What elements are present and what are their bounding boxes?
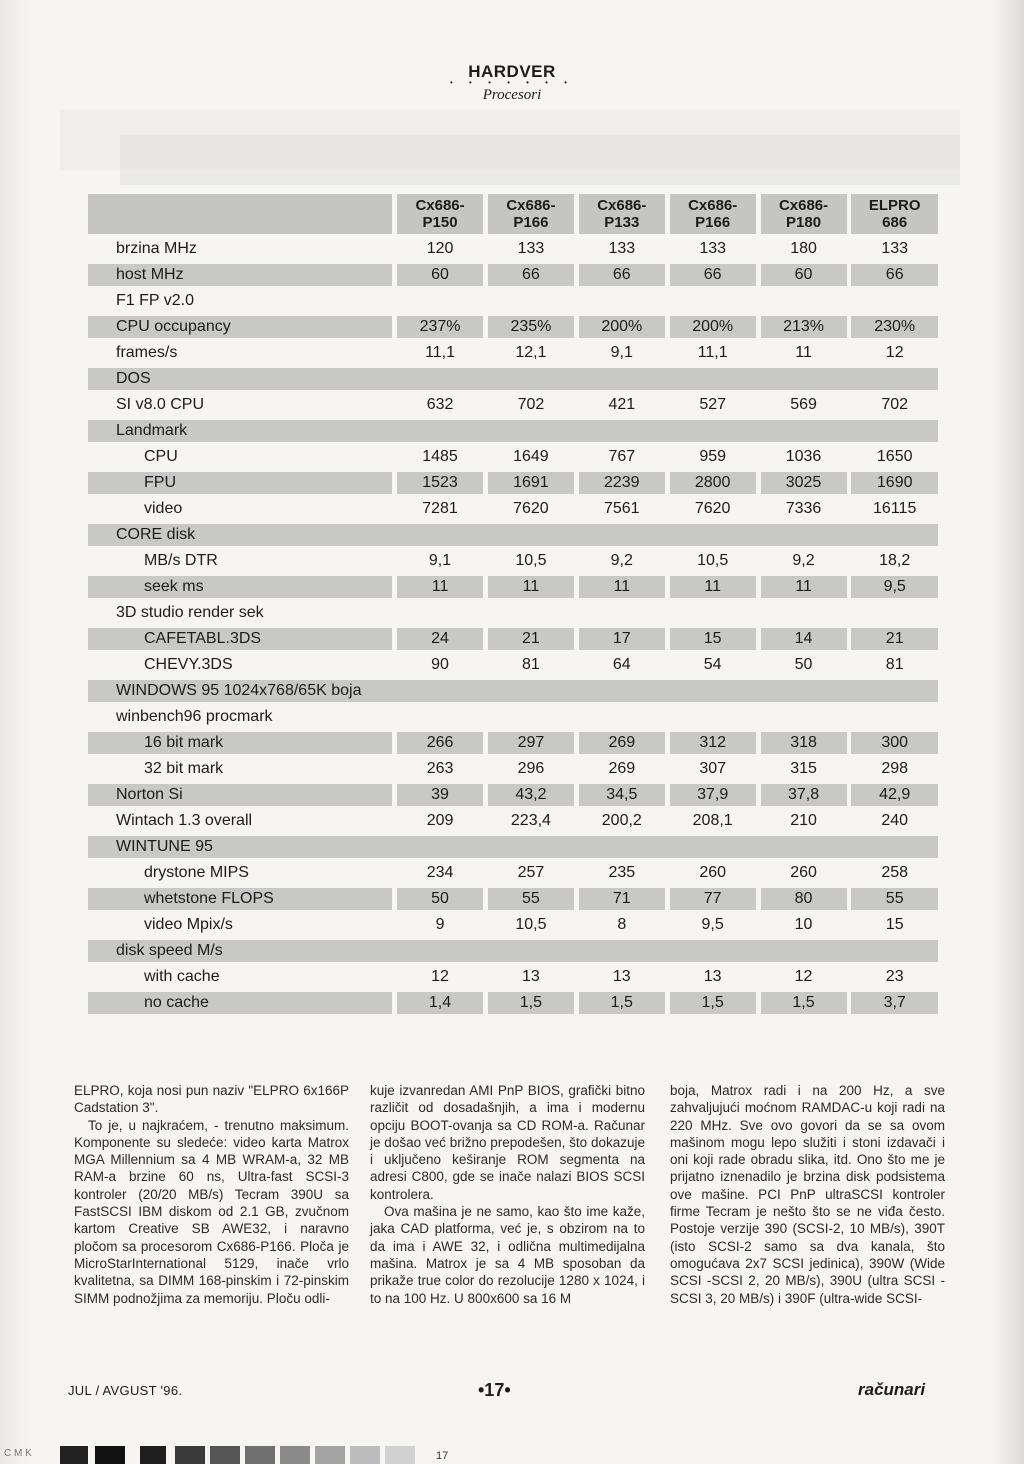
- row-label: no cache: [88, 992, 392, 1014]
- cell-value: 312: [670, 732, 756, 754]
- cell-value: 230%: [851, 316, 938, 338]
- cell-value: 37,9: [670, 784, 756, 806]
- cell-value: 1649: [513, 448, 549, 465]
- cell-value: 421: [608, 396, 636, 413]
- cell-value: 18,2: [879, 552, 911, 569]
- cell-value: [579, 290, 665, 312]
- row-label: with cache: [144, 968, 220, 985]
- cell-value: 133: [608, 240, 636, 257]
- table-row: [88, 706, 938, 728]
- row-label: frames/s: [116, 344, 178, 361]
- cell-value: 296: [517, 760, 545, 777]
- cell-value: 11: [795, 344, 812, 361]
- cell-value: 11: [488, 576, 574, 598]
- cell-value: 66: [579, 264, 665, 286]
- row-label: video: [144, 500, 183, 517]
- column-header: Cx686- P133: [579, 194, 665, 234]
- cell-value: 318: [761, 732, 847, 754]
- row-label: DOS: [88, 368, 392, 390]
- cell-value: [851, 602, 938, 624]
- section-band: [392, 368, 938, 390]
- cell-value: [761, 290, 847, 312]
- article-paragraph: boja, Matrox radi i na 200 Hz, a sve zahvaljujući moćnom RAMDAC-u koji radi na 220 MHz. Sve ovo govori da se sa ovom mašinom mogu lepo služiti i stoni izdavači i oni koji rade obradu slika, itd. Ono što me je prijatno iznenadilo je brzina disk podsistema ove mašine. PCI PnP ultraSCSI kontroler firme Tecram je nešto što se ne viđa često. Postoje verzije 390 (SCSI-2, 10 MB/s), 390T (isto SCSI-2 samo sa dva kanala, što omogućava 2x7 SCSI jedinica), 390W (Wide SCSI -SCSI 2, 20 MB/s), 390U (ultra SCSI - SCSI 3, 20 MB/s) i 390F (ultra-wide SCSI-: [670, 1083, 945, 1306]
- cell-value: 90: [431, 656, 449, 673]
- table-row: [88, 576, 938, 598]
- row-label: CHEVY.3DS: [144, 656, 233, 673]
- cell-value: 260: [699, 864, 727, 881]
- cell-value: 10,5: [515, 552, 547, 569]
- cell-value: 7281: [422, 500, 458, 517]
- cell-value: 240: [881, 812, 909, 829]
- row-label: 3D studio render sek: [116, 604, 264, 621]
- table-row: [88, 290, 938, 312]
- cell-value: 66: [851, 264, 938, 286]
- table-row: [88, 420, 938, 442]
- cell-value: 37,8: [761, 784, 847, 806]
- cell-value: 235: [608, 864, 636, 881]
- section-band: [392, 836, 938, 858]
- cell-value: [579, 602, 665, 624]
- calibration-patch: [245, 1446, 275, 1464]
- cell-value: 632: [426, 396, 454, 413]
- section-band: [392, 420, 938, 442]
- cell-value: 9: [435, 916, 445, 933]
- cell-value: 13: [703, 968, 722, 985]
- cell-value: 235%: [488, 316, 574, 338]
- cell-value: 66: [488, 264, 574, 286]
- cell-value: 55: [851, 888, 938, 910]
- cell-value: 133: [699, 240, 727, 257]
- cell-value: [397, 290, 483, 312]
- cell-value: 39: [397, 784, 483, 806]
- cell-value: 7620: [694, 500, 731, 517]
- cell-value: 23: [885, 968, 904, 985]
- cell-value: 9,1: [610, 344, 633, 361]
- row-label: CPU: [144, 448, 178, 465]
- calibration-patch: [280, 1446, 310, 1464]
- row-label: 32 bit mark: [144, 760, 224, 777]
- row-label: FPU: [88, 472, 392, 494]
- page-header: [0, 62, 1024, 104]
- subsection-title: Procesori: [482, 87, 542, 103]
- cell-value: 1,5: [670, 992, 756, 1014]
- calibration-patch: [385, 1446, 415, 1464]
- cell-value: 200,2: [601, 812, 642, 829]
- cell-value: 702: [881, 396, 909, 413]
- cell-value: 266: [397, 732, 483, 754]
- table-row: [88, 524, 938, 546]
- cell-value: 77: [670, 888, 756, 910]
- table-corner: [88, 194, 392, 234]
- row-label: brzina MHz: [116, 240, 197, 257]
- table-row: [88, 758, 938, 780]
- cell-value: [488, 602, 574, 624]
- cell-value: 9,2: [792, 552, 815, 569]
- cell-value: 210: [790, 812, 817, 829]
- cell-value: 9,5: [851, 576, 938, 598]
- calibration-patch: [95, 1446, 125, 1464]
- article-paragraph: ELPRO, koja nosi pun naziv "ELPRO 6x166P Cadstation 3".: [74, 1083, 349, 1116]
- cell-value: 50: [794, 656, 813, 673]
- cell-value: 16115: [873, 500, 917, 517]
- cell-value: 10: [794, 916, 813, 933]
- table-row: [88, 394, 938, 416]
- cell-value: 1,5: [579, 992, 665, 1014]
- calibration-patch: [60, 1446, 88, 1464]
- cell-value: 300: [851, 732, 938, 754]
- cell-value: 71: [579, 888, 665, 910]
- row-label: drystone MIPS: [144, 864, 249, 881]
- calibration-patch: [350, 1446, 380, 1464]
- cell-value: 54: [703, 656, 722, 673]
- article-paragraph: To je, u najkraćem, - trenutno maksimum. Komponente su sledeće: video karta Matrox MGA Millennium sa 4 MB WRAM-a, 32 MB RAM-a brzine 60 ns, Ultra-fast SCSI-3 kontroler (20/20 MB/s) Tecram 390U sa FastSCSI IBM diskom od 2.1 GB, zvučnom kartom Creative SB AWE32, i naravno pločom sa procesorom Cx686-P166. Ploča je MicroStarInternational 5129, inače vrlo kvalitetna, sa DIMM 168-pinskim i 72-pinskim SIMM podnožjima za memoriju. Ploču odli-: [74, 1117, 349, 1306]
- section-band: [392, 680, 938, 702]
- cell-value: 8: [617, 916, 627, 933]
- table-row: [88, 472, 938, 494]
- cell-value: 1691: [488, 472, 574, 494]
- cell-value: 297: [488, 732, 574, 754]
- cell-value: 257: [517, 864, 545, 881]
- cell-value: 17: [579, 628, 665, 650]
- cell-value: 237%: [397, 316, 483, 338]
- cell-value: 1690: [851, 472, 938, 494]
- table-row: [88, 966, 938, 988]
- header-dots: • • • • • • •: [450, 78, 574, 87]
- cell-value: 81: [885, 656, 904, 673]
- table-row: [88, 784, 938, 806]
- table-row: [88, 368, 938, 390]
- cell-value: [579, 706, 665, 728]
- cell-value: [397, 706, 483, 728]
- cell-value: 10,5: [697, 552, 729, 569]
- table-header-row: [88, 194, 938, 234]
- table-row: [88, 940, 938, 962]
- cell-value: [397, 602, 483, 624]
- magazine-name: računari: [858, 1380, 926, 1399]
- cell-value: 1036: [785, 448, 822, 465]
- table-row: [88, 732, 938, 754]
- cell-value: 21: [851, 628, 938, 650]
- row-label: Wintach 1.3 overall: [116, 812, 253, 829]
- cell-value: 298: [881, 760, 909, 777]
- table-row: [88, 342, 938, 364]
- cell-value: 66: [670, 264, 756, 286]
- cell-value: 21: [488, 628, 574, 650]
- cell-value: [761, 706, 847, 728]
- cell-value: 60: [397, 264, 483, 286]
- article-paragraph: Ova mašina je ne samo, kao što ime kaže, jaka CAD platforma, već je, s obzirom na to da ima i AWE 32, i odlična multimedijalna mašina. Matrox je sa 4 MB sposoban da prikaže true color do rezolucije 1280 x 1024, i to na 100 Hz. U 800x600 sa 16 M: [370, 1204, 645, 1306]
- row-label: 16 bit mark: [88, 732, 392, 754]
- cell-value: 12: [431, 968, 449, 985]
- cell-value: 7620: [513, 500, 549, 517]
- article-column-3: [670, 1082, 945, 1307]
- row-label: CAFETABL.3DS: [88, 628, 392, 650]
- cell-value: 1650: [876, 448, 913, 465]
- issue-date: JUL / AVGUST '96.: [68, 1383, 183, 1398]
- cell-value: [670, 602, 756, 624]
- row-label: Landmark: [88, 420, 392, 442]
- cell-value: [851, 290, 938, 312]
- cell-value: 80: [761, 888, 847, 910]
- column-header: Cx686- P166: [488, 194, 574, 234]
- cell-value: 200%: [670, 316, 756, 338]
- cell-value: 11: [761, 576, 847, 598]
- table-row: [88, 810, 938, 832]
- cell-value: 42,9: [851, 784, 938, 806]
- cell-value: 2239: [579, 472, 665, 494]
- cell-value: 9,2: [610, 552, 633, 569]
- table-row: [88, 446, 938, 468]
- cell-value: 209: [426, 812, 454, 829]
- cell-value: 1523: [397, 472, 483, 494]
- row-label: Norton Si: [88, 784, 392, 806]
- table-row: [88, 862, 938, 884]
- cell-value: 14: [761, 628, 847, 650]
- calibration-patch: [315, 1446, 345, 1464]
- cell-value: 13: [522, 968, 540, 985]
- column-header: Cx686- P150: [397, 194, 483, 234]
- cell-value: 55: [488, 888, 574, 910]
- cell-value: 1,5: [488, 992, 574, 1014]
- column-header: Cx686- P180: [761, 194, 847, 234]
- cell-value: [761, 602, 847, 624]
- cell-value: 959: [699, 448, 727, 465]
- cell-value: 12: [794, 968, 813, 985]
- calibration-patch: [140, 1446, 166, 1464]
- cell-value: 258: [881, 864, 909, 881]
- cell-value: 12,1: [515, 344, 547, 361]
- cell-value: 307: [699, 760, 727, 777]
- cell-value: 208,1: [692, 812, 733, 829]
- benchmark-table: [88, 190, 938, 1018]
- row-label: video Mpix/s: [144, 916, 233, 933]
- cell-value: 3,7: [851, 992, 938, 1014]
- row-label: CORE disk: [88, 524, 392, 546]
- page-number: •17•: [478, 1380, 511, 1400]
- cell-value: 12: [885, 344, 904, 361]
- row-label: WINDOWS 95 1024x768/65K boja: [88, 680, 392, 702]
- table-row: [88, 264, 938, 286]
- cell-value: 269: [608, 760, 636, 777]
- table-row: [88, 914, 938, 936]
- table-row: [88, 680, 938, 702]
- cell-value: 11,1: [425, 344, 456, 361]
- show-through-band: [120, 135, 960, 185]
- cell-value: 133: [517, 240, 545, 257]
- calibration-patch: [175, 1446, 205, 1464]
- cell-value: 269: [579, 732, 665, 754]
- cell-value: [851, 706, 938, 728]
- cell-value: [670, 706, 756, 728]
- section-band: [392, 524, 938, 546]
- cell-value: 767: [608, 448, 636, 465]
- table-row: [88, 550, 938, 572]
- cell-value: 3025: [761, 472, 847, 494]
- table-row: [88, 602, 938, 624]
- cell-value: 11: [670, 576, 756, 598]
- cell-value: 7336: [785, 500, 822, 517]
- section-band: [392, 940, 938, 962]
- cell-value: 527: [699, 396, 727, 413]
- cell-value: 43,2: [488, 784, 574, 806]
- cell-value: 1,5: [761, 992, 847, 1014]
- cell-value: [670, 290, 756, 312]
- cell-value: 263: [426, 760, 454, 777]
- table-row: [88, 628, 938, 650]
- cell-value: 260: [790, 864, 817, 881]
- table-row: [88, 238, 938, 260]
- table-body: [88, 238, 938, 1014]
- cell-value: 180: [790, 240, 817, 257]
- cell-value: 200%: [579, 316, 665, 338]
- table-row: [88, 888, 938, 910]
- row-label: CPU occupancy: [88, 316, 392, 338]
- table-row: [88, 992, 938, 1014]
- cell-value: 2800: [670, 472, 756, 494]
- section-title: HARDVER: [468, 62, 556, 81]
- cell-value: 1,4: [397, 992, 483, 1014]
- cell-value: 569: [790, 396, 817, 413]
- cell-value: 13: [612, 968, 631, 985]
- cell-value: [488, 290, 574, 312]
- cell-value: 223,4: [510, 812, 551, 829]
- cell-value: 11: [397, 576, 483, 598]
- column-header: Cx686- P166: [670, 194, 756, 234]
- cell-value: 81: [522, 656, 540, 673]
- cell-value: 64: [612, 656, 631, 673]
- cell-value: 7561: [603, 500, 640, 517]
- cell-value: 9,5: [701, 916, 724, 933]
- cell-value: 1485: [422, 448, 458, 465]
- cell-value: 15: [885, 916, 904, 933]
- cell-value: 315: [790, 760, 817, 777]
- row-label: SI v8.0 CPU: [116, 396, 205, 413]
- cell-value: 120: [426, 240, 454, 257]
- row-label: winbench96 procmark: [116, 708, 273, 725]
- cell-value: 60: [761, 264, 847, 286]
- row-label: host MHz: [88, 264, 392, 286]
- cell-value: 24: [397, 628, 483, 650]
- cell-value: 234: [426, 864, 454, 881]
- article-column-1: [74, 1082, 349, 1307]
- row-label: WINTUNE 95: [88, 836, 392, 858]
- row-label: seek ms: [88, 576, 392, 598]
- row-label: disk speed M/s: [88, 940, 392, 962]
- cell-value: 11,1: [697, 344, 728, 361]
- cell-value: 11: [579, 576, 665, 598]
- calibration-patch: [210, 1446, 240, 1464]
- column-header: ELPRO 686: [851, 194, 938, 234]
- cell-value: 133: [881, 240, 909, 257]
- cell-value: 213%: [761, 316, 847, 338]
- article-column-2: [370, 1082, 645, 1307]
- table-row: [88, 316, 938, 338]
- row-label: MB/s DTR: [144, 552, 218, 569]
- cell-value: 50: [397, 888, 483, 910]
- print-mark-number: 17: [436, 1450, 449, 1462]
- row-label: whetstone FLOPS: [88, 888, 392, 910]
- table-row: [88, 498, 938, 520]
- cell-value: 9,1: [428, 552, 452, 569]
- cell-value: 10,5: [515, 916, 547, 933]
- table-row: [88, 654, 938, 676]
- article-paragraph: kuje izvanredan AMI PnP BIOS, grafički bitno različit od dosadašnjih, a ima i modernu opciju BOOT-ovanja sa CD ROM-a. Računar je došao već brižno prepodešen, što dokazuje i uključeno keširanje ROM segmenta na adresi C800, gde se inače nalazi BIOS SCSI kontrolera.: [370, 1083, 645, 1202]
- cell-value: [488, 706, 574, 728]
- row-label: F1 FP v2.0: [116, 292, 194, 309]
- cell-value: 34,5: [579, 784, 665, 806]
- table-row: [88, 836, 938, 858]
- cell-value: 702: [517, 396, 545, 413]
- cell-value: 15: [670, 628, 756, 650]
- print-mark-label: C M K: [4, 1448, 32, 1459]
